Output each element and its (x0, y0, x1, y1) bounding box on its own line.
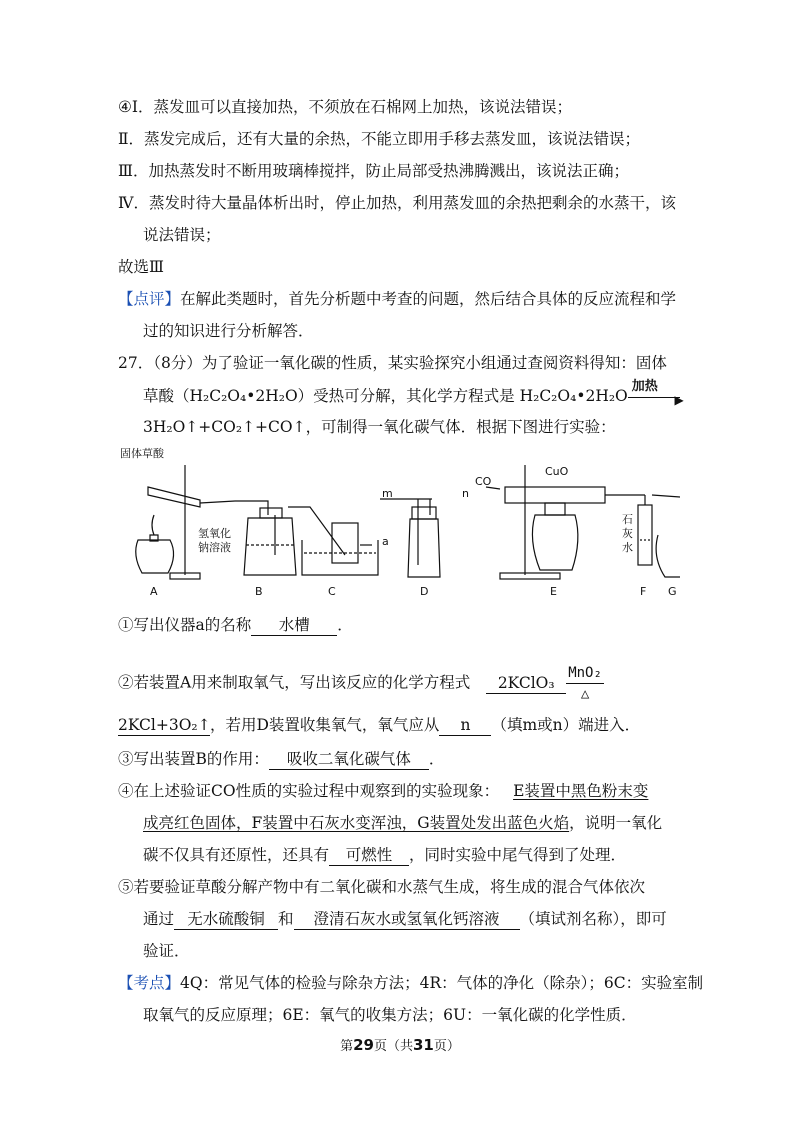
label-limewater-1: 石 (622, 513, 633, 526)
label-n: n (462, 487, 469, 500)
answer-blank: E装置中黑色粉末变 (513, 782, 649, 800)
comment-tag: 【点评】 (118, 290, 181, 308)
page-total: 31 (413, 1036, 434, 1054)
question-27-stem: 27．（8分）为了验证一氧化碳的性质，某实验探究小组通过查阅资料得知：固体 (118, 354, 667, 372)
label-naoh: 氢氧化 (198, 527, 231, 540)
comment-line: 【点评】在解此类题时，首先分析题中考查的问题，然后结合具体的反应流程和学 (118, 290, 677, 308)
answer-4-cont: 成亮红色固体，F装置中石灰水变浑浊，G装置处发出蓝色火焰，说明一氧化 (143, 814, 663, 832)
answer-blank: 可燃性 (329, 846, 409, 866)
question-27-equation: 草酸（H₂C₂O₄•2H₂O）受热可分解，其化学方程式是 H₂C₂O₄•2H₂O 加热 ▶ (143, 379, 684, 407)
question-27-equation-cont: 3H₂O↑+CO₂↑+CO↑，可制得一氧化碳气体．根据下图进行实验： (143, 418, 616, 436)
answer-3: ③写出装置B的作用： 吸收二氧化碳气体 ． (118, 750, 445, 768)
heating-arrow: 加热 ▶ (628, 385, 680, 405)
text-line: 过的知识进行分析解答． (143, 322, 314, 340)
answer-4-cont2: 碳不仅具有还原性，还具有 可燃性 ，同时实验中尾气得到了处理． (143, 846, 627, 864)
answer-blank: 水槽 (251, 616, 337, 636)
label-letter-b: B (255, 585, 263, 598)
knowledge-points-cont: 取氧气的反应原理；6E：氧气的收集方法；6U：一氧化碳的化学性质． (143, 1006, 637, 1024)
label-letter-d: D (420, 585, 429, 598)
label-m: m (382, 487, 393, 500)
answer-1: ①写出仪器a的名称 水槽 ． (118, 616, 353, 634)
label-letter-g: G (668, 585, 677, 598)
answer-4: ④在上述验证CO性质的实验过程中观察到的实验现象： E装置中黑色粉末变 (118, 782, 649, 800)
label-letter-f: F (640, 585, 647, 598)
label-co: CO (475, 475, 492, 488)
text-line: ④Ⅰ．蒸发皿可以直接加热，不须放在石棉网上加热，该说法错误； (118, 98, 573, 116)
text-line: Ⅲ．加热蒸发时不断用玻璃棒搅拌，防止局部受热沸腾溅出，该说法正确； (118, 162, 629, 180)
text-line: 说法错误； (143, 226, 221, 244)
label-letter-e: E (550, 585, 557, 598)
knowledge-tag: 【考点】 (118, 974, 181, 992)
answer-5-cont2: 验证． (143, 942, 190, 960)
catalyst-condition: $\frac{\text{MnO₂}}{\triangle}$ (568, 665, 602, 702)
answer-blank: 2KCl+3O₂↑ (118, 716, 211, 734)
label-letter-a: A (150, 585, 158, 598)
knowledge-points: 【考点】4Q：常见气体的检验与除杂方法；4R：气体的净化（除杂）；6C：实验室制 (118, 974, 704, 992)
text-line: Ⅱ．蒸发完成后，还有大量的余热，不能立即用手移去蒸发皿，该说法错误； (118, 130, 641, 148)
label-cuo: CuO (545, 465, 569, 478)
apparatus-figure (120, 445, 680, 600)
label-a: a (382, 535, 389, 548)
answer-blank: 2KClO₃ (486, 674, 566, 694)
page-footer: 第29页（共31页） (340, 1036, 460, 1054)
text-line: 故选Ⅲ (118, 258, 164, 276)
answer-blank: n (439, 716, 491, 736)
answer-2: ②若装置A用来制取氧气，写出该反应的化学方程式 2KClO₃ $\frac{\text{MnO₂}}{\triangle}$ (118, 665, 602, 702)
answer-blank: 无水硫酸铜 (174, 910, 278, 930)
label-letter-c: C (328, 585, 336, 598)
answer-blank: 澄清石灰水或氢氧化钙溶液 (294, 910, 520, 930)
answer-blank: 吸收二氧化碳气体 (269, 750, 429, 770)
label-limewater-3: 水 (622, 541, 633, 554)
page-number: 29 (353, 1036, 374, 1054)
answer-blank: 成亮红色固体，F装置中石灰水变浑浊，G装置处发出蓝色火焰 (143, 814, 570, 832)
text-line: Ⅳ．蒸发时待大量晶体析出时，停止加热，利用蒸发皿的余热把剩余的水蒸干，该 (118, 194, 676, 212)
label-naoh-2: 钠溶液 (198, 541, 231, 554)
label-limewater-2: 灰 (622, 527, 633, 540)
answer-5-cont: 通过 无水硫酸铜 和 澄清石灰水或氢氧化钙溶液 （填试剂名称），即可 (143, 910, 667, 928)
answer-2-cont: 2KCl+3O₂↑，若用D装置收集氧气，氧气应从 n （填m或n）端进入． (118, 716, 641, 734)
label-oxalic-acid: 固体草酸 (120, 447, 164, 460)
answer-5: ⑤若要验证草酸分解产物中有二氧化碳和水蒸气生成，将生成的混合气体依次 (118, 878, 646, 896)
